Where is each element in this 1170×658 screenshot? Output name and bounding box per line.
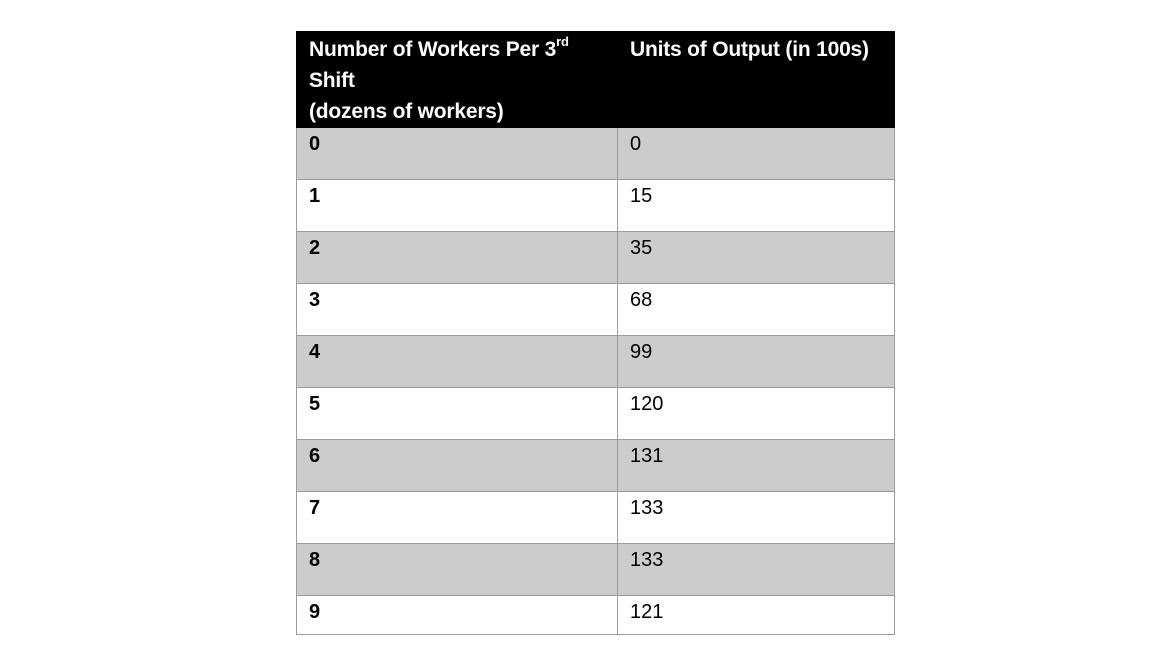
table-row: [297, 388, 895, 440]
cell-workers: 7: [297, 492, 618, 544]
cell-workers: 8: [297, 544, 618, 596]
cell-workers: 4: [297, 336, 618, 388]
table-row: [297, 492, 895, 544]
cell-workers: 3: [297, 284, 618, 336]
header-workers-line1-sup: rd: [556, 34, 569, 49]
table-row: [297, 128, 895, 180]
cell-output: 121: [618, 596, 895, 635]
table-row: [297, 596, 895, 635]
table-row: [297, 180, 895, 232]
table-row: [297, 440, 895, 492]
header-output: Units of Output (in 100s): [618, 32, 895, 128]
header-workers: [297, 32, 618, 128]
cell-workers: 0: [297, 128, 618, 180]
cell-output: 131: [618, 440, 895, 492]
cell-output: 120: [618, 388, 895, 440]
cell-output: 133: [618, 544, 895, 596]
table-row: [297, 544, 895, 596]
cell-workers: 5: [297, 388, 618, 440]
header-workers-line3: (dozens of workers): [309, 100, 504, 123]
cell-output: 133: [618, 492, 895, 544]
header-workers-line1: [309, 34, 605, 65]
cell-workers: 9: [297, 596, 618, 635]
table-header-row: [297, 32, 895, 128]
cell-workers: 6: [297, 440, 618, 492]
workers-output-table: [296, 31, 895, 635]
cell-workers: 2: [297, 232, 618, 284]
header-workers-line2: Shift: [309, 69, 355, 92]
table-row: [297, 284, 895, 336]
cell-output: 68: [618, 284, 895, 336]
table-row: [297, 336, 895, 388]
cell-output: 99: [618, 336, 895, 388]
header-workers-line1-main: Number of Workers Per 3: [309, 38, 557, 61]
cell-workers: 1: [297, 180, 618, 232]
cell-output: 15: [618, 180, 895, 232]
table-row: [297, 232, 895, 284]
cell-output: 0: [618, 128, 895, 180]
cell-output: 35: [618, 232, 895, 284]
